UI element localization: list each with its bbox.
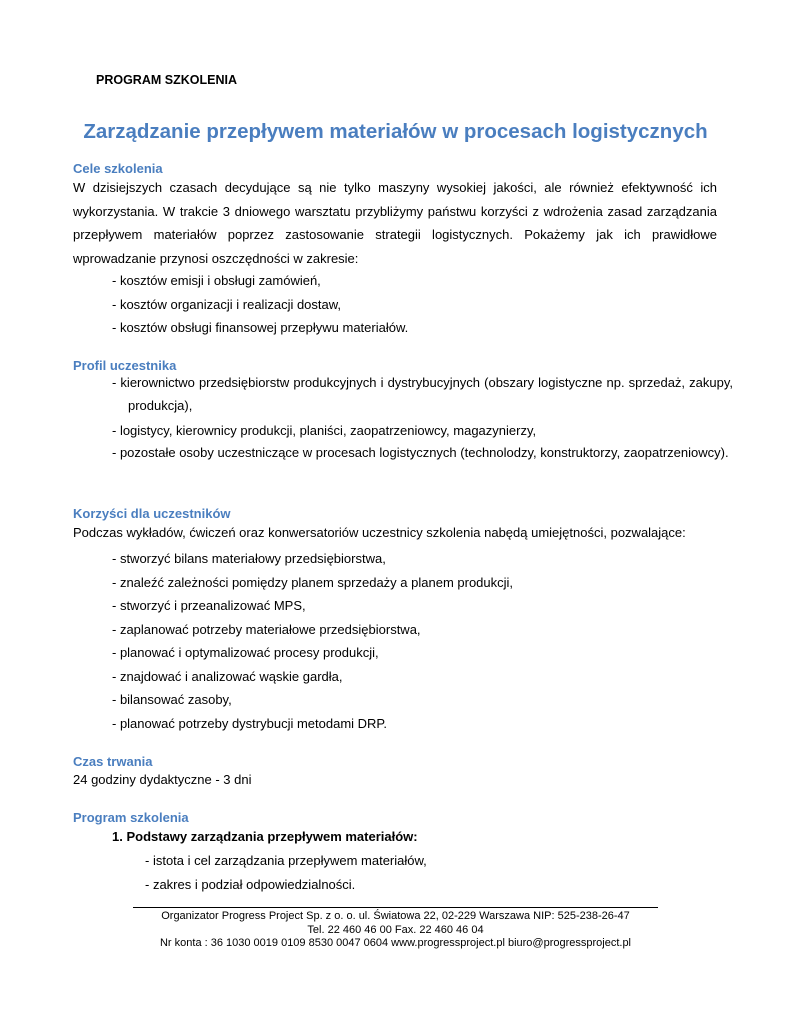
benefits-list-item: - stworzyć bilans materiałowy przedsiębiorstwa, bbox=[112, 551, 386, 566]
benefits-list-item: - znaleźć zależności pomiędzy planem sprzedaży a planem produkcji, bbox=[112, 575, 514, 590]
profile-list-item: - kierownictwo przedsiębiorstw produkcyjnych i dystrybucyjnych (obszary logistyczne np. sprzedaż, zakupy, produkcja), bbox=[112, 375, 733, 413]
document-label: PROGRAM SZKOLENIA bbox=[96, 73, 237, 87]
goals-list-item: - kosztów emisji i obsługi zamówień, bbox=[112, 273, 321, 288]
section-heading-duration: Czas trwania bbox=[73, 754, 153, 769]
footer-divider bbox=[133, 907, 658, 908]
benefits-list-item: - planować i optymalizować procesy produkcji, bbox=[112, 645, 379, 660]
benefits-list-item: - zaplanować potrzeby materiałowe przedsiębiorstwa, bbox=[112, 622, 421, 637]
goals-paragraph: W dzisiejszych czasach decydujące są nie tylko maszyny wysokiej jakości, ale również efektywność ich wykorzystania. W trakcie 3 dniowego warsztatu przybliżymy państwu korzyści z wdrożenia zasad zarządzania przepływem materiałów poprzez zastosowanie strategii logistycznych. Pokażemy jak ich prawidłowe wprowadzanie przynosi oszczędności w zakresie: bbox=[73, 180, 717, 266]
duration-value: 24 godziny dydaktyczne - 3 dni bbox=[73, 772, 252, 787]
profile-list-item: - pozostałe osoby uczestniczące w procesach logistycznych (technolodzy, konstruktorzy, zaopatrzeniowcy). bbox=[112, 445, 729, 460]
section-heading-benefits: Korzyści dla uczestników bbox=[73, 506, 231, 521]
benefits-list-item: - znajdować i analizować wąskie gardła, bbox=[112, 669, 343, 684]
benefits-list-item: - stworzyć i przeanalizować MPS, bbox=[112, 598, 306, 613]
benefits-intro: Podczas wykładów, ćwiczeń oraz konwersatoriów uczestnicy szkolenia nabędą umiejętności, pozwalające: bbox=[73, 525, 686, 540]
program-module-item: - zakres i podział odpowiedzialności. bbox=[145, 877, 356, 892]
goals-list-item: - kosztów obsługi finansowej przepływu materiałów. bbox=[112, 320, 409, 335]
section-heading-program: Program szkolenia bbox=[73, 810, 189, 825]
program-module-title: 1. Podstawy zarządzania przepływem materiałów: bbox=[112, 829, 418, 844]
benefits-list-item: - planować potrzeby dystrybucji metodami DRP. bbox=[112, 716, 388, 731]
program-module-item: - istota i cel zarządzania przepływem materiałów, bbox=[145, 853, 427, 868]
footer-account: Nr konta : 36 1030 0019 0109 8530 0047 0604 www.progressproject.pl biuro@progressproject.pl bbox=[159, 937, 632, 949]
section-heading-profile: Profil uczestnika bbox=[73, 358, 177, 373]
document-title: Zarządzanie przepływem materiałów w procesach logistycznych bbox=[83, 120, 708, 143]
profile-list-item: - logistycy, kierownicy produkcji, planiści, zaopatrzeniowcy, magazynierzy, bbox=[112, 423, 537, 438]
footer-organizer: Organizator Progress Project Sp. z o. o. ul. Światowa 22, 02-229 Warszawa NIP: 525-238-26-47 bbox=[161, 910, 630, 922]
benefits-list-item: - bilansować zasoby, bbox=[112, 692, 232, 707]
section-heading-goals: Cele szkolenia bbox=[73, 161, 163, 176]
goals-list-item: - kosztów organizacji i realizacji dostaw, bbox=[112, 297, 342, 312]
footer-contact: Tel. 22 460 46 00 Fax. 22 460 46 04 bbox=[307, 924, 484, 936]
